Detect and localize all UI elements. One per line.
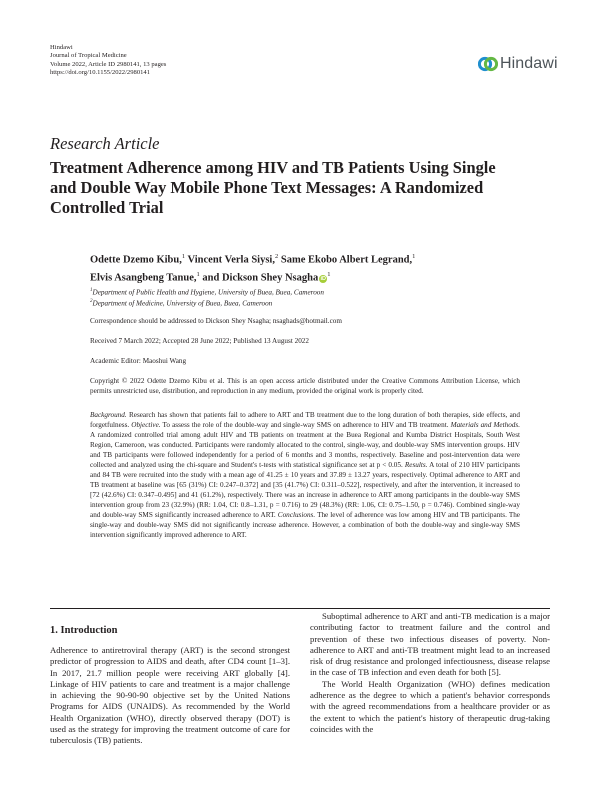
affiliation-mark: 1 (90, 288, 93, 293)
publication-dates: Received 7 March 2022; Accepted 28 June 2022; Published 13 August 2022 (90, 337, 309, 345)
journal-header (50, 44, 166, 77)
correspondence: Correspondence should be addressed to Dickson Shey Nsagha; nsaghads@hotmail.com (90, 317, 342, 325)
affiliation-item (90, 286, 324, 297)
author-line-1 (90, 250, 520, 268)
volume-line: Volume 2022, Article ID 2980141, 13 pages (50, 60, 167, 68)
section-divider (50, 608, 550, 609)
hindawi-logo (478, 50, 560, 78)
author-name: and Dickson Shey Nsagha (199, 272, 319, 284)
abstract-background: Research has shown that patients fail to adhere to ART and TB treatment due to the long duration of both therapies, side effects, and forgetfulness. (90, 411, 520, 429)
author-affiliation-mark: 1 (181, 253, 186, 260)
doi-link[interactable]: https://doi.org/10.1155/2022/2980141 (50, 68, 151, 76)
abstract-background-label: Background. (90, 411, 127, 419)
abstract-results-label: Results. (404, 461, 428, 469)
author-affiliation-mark: 1 (196, 271, 200, 278)
abstract (90, 410, 520, 540)
abstract-methods-label: Materials and Methods. (450, 421, 520, 429)
affiliations (90, 286, 324, 309)
publisher-name: Hindawi (50, 44, 73, 51)
section-heading: 1. Introduction (50, 625, 118, 636)
abstract-objective: To assess the role of the double-way and single-way SMS on adherence to HIV and TB treatment. (160, 421, 451, 429)
paper-title: Treatment Adherence among HIV and TB Patients Using Single and Double Way Mobile Phone Text Messages: A Randomized Controlled Trial (50, 158, 496, 217)
abstract-results: A total of 210 HIV participants and 84 TB were recruited into the study with a mean age of 41.25 ± 10 years and 37.89 ± 13.27 years, respectively. Optimal adherence to ART and TB treatment at baseline was [65 (31%) CI: 0.247–0.372] and [35 (41.7%) CI: 0.311–0.522], respectively, and after the intervention, it increased to [72 (42.6%) CI: 0.347–0.495] and 41 (61.2%), respectively. There was an increase in adherence to ART among participants in the double-way SMS intervention group from 23 (32.9%) (RR: 1.04, CI: 0.8–1.31, p = 0.716) to 29 (48.3%) (RR: 1.06, CI: 0.75–1.50, p = 0.746). Combined single-way and double-way SMS significantly increased adherence to ART. (90, 461, 520, 519)
abstract-methods: A randomized controlled trial among adult HIV and TB patients on treatment at the Buea Regional and Kumba District Hospitals, South West Region, Cameroon, was conducted. Participants were randomly allocated to the control, single-way, and double-way SMS intervention groups. HIV and TB participants were followed independently for a period of 6 months and 3 months, respectively. Baseline and post-intervention data were collected and analyzed using the chi-square and Student's t-tests with statistical significance set at p < 0.05. (90, 431, 520, 469)
affiliation-text: Department of Public Health and Hygiene, University of Buea, Buea, Cameroon (92, 288, 324, 297)
academic-editor: Academic Editor: Maoshui Wang (90, 357, 187, 365)
body-column-right (310, 611, 550, 735)
author-affiliation-mark: 2 (274, 253, 279, 260)
author-name: Odette Dzemo Kibu, (90, 254, 182, 266)
affiliation-text: Department of Medicine, University of Buea, Buea, Cameroon (92, 299, 273, 308)
abstract-objective-label: Objective. (131, 421, 161, 429)
author-name: Elvis Asangbeng Tanue, (90, 272, 197, 284)
paragraph: The World Health Organization (WHO) defines medication adherence as the degree to which a patient's behavior corresponds with the agreed recommendations from a healthcare provider or as the extent to which the patient's history of therapeutic drug-taking coincides with the (310, 678, 550, 734)
body-column-left (50, 645, 290, 747)
abstract-conclusions: The level of adherence was low among HIV and TB participants. The single-way and double-way SMS did not significantly increase adherence. However, a combination of both the double-way and single-way SMS intervention significantly improved adherence to ART. (90, 511, 520, 539)
affiliation-item (90, 297, 324, 308)
copyright-notice: Copyright © 2022 Odette Dzemo Kibu et al. This is an open access article distributed under the Creative Commons Attribution License, which permits unrestricted use, distribution, and reproduction in any medium, provided the original work is properly cited. (90, 377, 520, 395)
author-affiliation-mark: 1 (412, 253, 416, 260)
logo-text: Hindawi (500, 55, 558, 72)
paragraph: Suboptimal adherence to ART and anti-TB medication is a major contributing factor to treatment failure and the control and prevention of these two infectious diseases of poverty. Non-adherence to ART and anti-TB treatment might lead to an increased risk of drug resistance and prolonged infectiousness, disease relapse in the case of TB infection and even death for both [5]. (310, 611, 550, 678)
author-name: Same Ekobo Albert Legrand, (278, 254, 413, 266)
author-line-2 (90, 268, 520, 286)
hindawi-logo-icon (478, 54, 498, 74)
journal-name: Journal of Tropical Medicine (50, 52, 127, 60)
author-name: Vincent Verla Siysi, (185, 254, 275, 266)
abstract-conclusions-label: Conclusions. (277, 511, 316, 519)
affiliation-mark: 2 (90, 299, 93, 305)
paragraph: Adherence to antiretroviral therapy (ART) is the second strongest predictor of progression to AIDS and death, after CD4 count [1–3]. In 2017, 21.7 million people were receiving ART globally [4]. Linkage of HIV patients to care and treatment is a major challenge in achieving the 90-90-90 objective set by the United Nations Programs for AIDS (UNAIDS). As recommended by the World Health Organization (WHO), directly observed therapy (DOT) is used as the strategy for improving the treatment outcome of care for tuberculosis (TB) patients. (50, 645, 290, 746)
article-type: Research Article (50, 134, 160, 153)
author-list (90, 250, 520, 286)
author-affiliation-mark: 1 (327, 271, 331, 278)
orcid-icon[interactable]: iD (320, 275, 326, 282)
